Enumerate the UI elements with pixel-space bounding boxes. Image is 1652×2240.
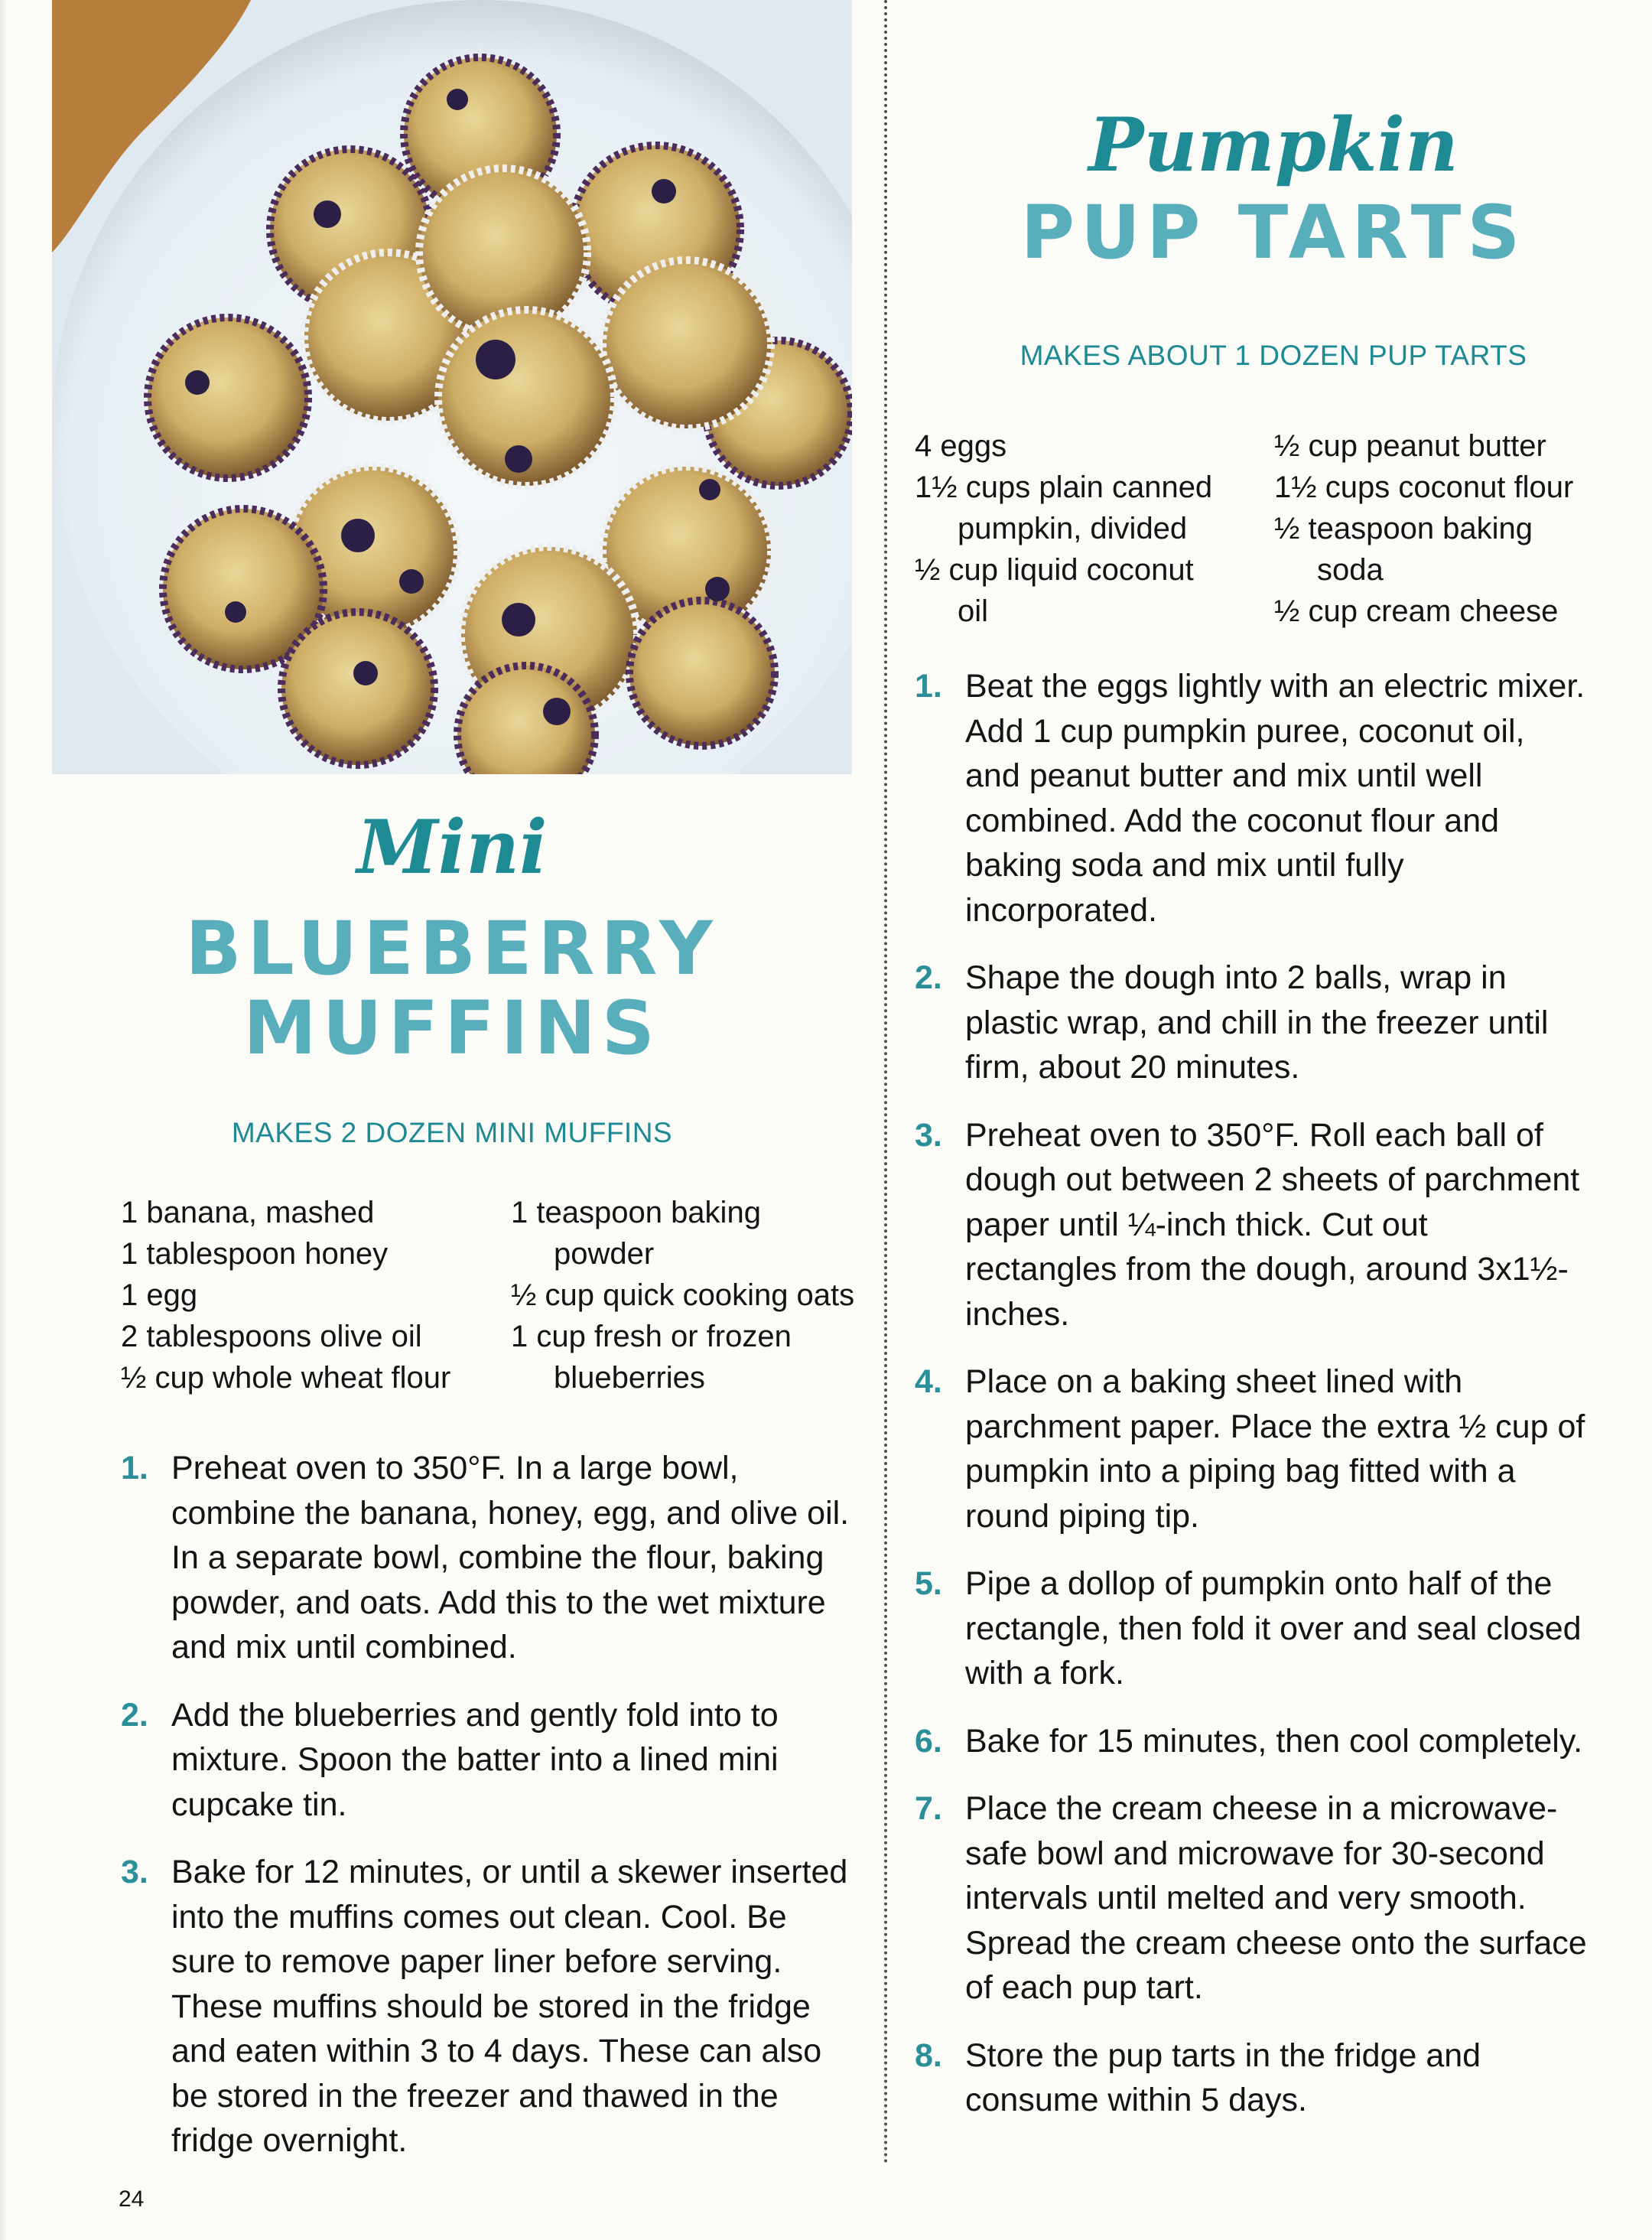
step-item [121, 1850, 855, 2163]
ingredient-item: 1 egg [121, 1278, 198, 1312]
muffins-title-script: Mini [356, 804, 548, 890]
ingredient-item: ½ cup cream cheese [1274, 594, 1559, 628]
step-text: Store the pup tarts in the fridge and consume within 5 days. [965, 2037, 1481, 2118]
ingredient-item: 1½ cups coconut flour [1274, 470, 1574, 504]
step-text: Place on a baking sheet lined with parchment paper. Place the extra ½ cup of pumpkin into a piping bag fitted with a round piping tip. [965, 1363, 1585, 1535]
scan-edge [0, 0, 8, 2240]
step-number: 2. [121, 1696, 148, 1734]
step-number: 5. [915, 1565, 942, 1602]
ingredient-item-continued: oil [958, 594, 989, 628]
step-number: 8. [915, 2037, 942, 2074]
muffins-title-line2: MUFFINS [243, 985, 661, 1071]
step-item [915, 1113, 1588, 1337]
column-divider [884, 0, 887, 2165]
ingredient-item: ½ cup quick cooking oats [511, 1278, 855, 1312]
page-number: 24 [119, 2186, 145, 2212]
step-text: Add the blueberries and gently fold into to mixture. Spoon the batter into a lined mini cupcake tin. [171, 1696, 779, 1823]
muffins-photo-illustration [52, 0, 852, 774]
step-text: Beat the eggs lightly with an electric mixer. Add 1 cup pumpkin puree, coconut oil, and peanut butter and mix until well combined. Add the coconut flour and baking soda and mix until fully incorporated. [965, 668, 1585, 929]
ingredient-item-continued: soda [1317, 553, 1384, 587]
step-number: 1. [121, 1450, 148, 1486]
ingredient-item-continued: blueberries [554, 1361, 705, 1395]
muffins-photo [52, 0, 852, 774]
ingredient-item-continued: pumpkin, divided [958, 512, 1188, 545]
step-item [121, 1693, 855, 1828]
step-item [915, 1359, 1588, 1538]
ingredient-item: ½ cup liquid coconut [915, 553, 1194, 587]
step-text: Preheat oven to 350°F. Roll each ball of dough out between 2 sheets of parchment paper until ¼-inch thick. Cut out rectangles from the dough, around 3x1½-inches. [965, 1116, 1580, 1333]
ingredient-item: 1 teaspoon baking [511, 1196, 761, 1229]
muffins-yield: MAKES 2 DOZEN MINI MUFFINS [231, 1117, 673, 1148]
step-item [915, 1786, 1588, 2010]
step-item [915, 2033, 1588, 2123]
step-text: Bake for 15 minutes, then cool completely. [965, 1722, 1583, 1760]
tarts-title-caps: PUP TARTS [1020, 190, 1527, 275]
ingredient-item: 1 tablespoon honey [121, 1237, 389, 1271]
step-number: 1. [915, 668, 942, 705]
step-item [915, 956, 1588, 1090]
tarts-ingredients-col2 [1274, 425, 1573, 632]
tarts-title-script: Pumpkin [1088, 102, 1459, 188]
tarts-steps [915, 664, 1588, 2146]
ingredient-item: ½ cup whole wheat flour [121, 1361, 451, 1395]
step-text: Preheat oven to 350°F. In a large bowl, combine the banana, honey, egg, and olive oil. In a separate bowl, combine the flour, baking powder, and oats. Add this to the wet mixture and mix until combined. [171, 1450, 850, 1665]
step-number: 6. [915, 1722, 942, 1760]
ingredient-item: 1½ cups plain canned [915, 470, 1213, 504]
muffins-title-line1: BLUEBERRY [185, 906, 719, 991]
ingredient-item: ½ teaspoon baking [1274, 512, 1533, 545]
step-number: 7. [915, 1790, 942, 1827]
step-text: Place the cream cheese in a microwave-safe bowl and microwave for 30-second intervals until melted and very smooth. Spread the cream cheese onto the surface of each pup tart. [965, 1790, 1587, 2006]
ingredient-item: ½ cup peanut butter [1274, 429, 1546, 463]
tarts-yield: MAKES ABOUT 1 DOZEN PUP TARTS [1019, 340, 1527, 371]
ingredient-item: 4 eggs [915, 429, 1007, 463]
muffins-ingredients-col2 [511, 1192, 854, 1398]
muffins-ingredients-col1 [121, 1192, 450, 1398]
step-item [915, 1561, 1588, 1696]
step-item [915, 1719, 1588, 1764]
ingredient-item: 1 banana, mashed [121, 1196, 375, 1229]
step-number: 2. [915, 959, 942, 996]
step-text: Pipe a dollop of pumpkin onto half of the rectangle, then fold it over and seal closed with a fork. [965, 1565, 1582, 1691]
step-text: Bake for 12 minutes, or until a skewer inserted into the muffins comes out clean. Cool. Be sure to remove paper liner before serving. These muffins should be stored in the fridge and eaten within 3 to 4 days. These can also be stored in the freezer and thawed in the fridge overnight. [171, 1854, 848, 2159]
step-number: 3. [121, 1854, 148, 1890]
step-number: 4. [915, 1363, 942, 1400]
ingredient-item-continued: powder [554, 1237, 655, 1271]
step-item [121, 1446, 855, 1670]
step-item [915, 664, 1588, 933]
step-number: 3. [915, 1116, 942, 1154]
muffins-steps [121, 1446, 855, 2186]
ingredient-item: 1 cup fresh or frozen [511, 1320, 792, 1353]
tarts-ingredients-col1 [915, 425, 1212, 632]
step-text: Shape the dough into 2 balls, wrap in plastic wrap, and chill in the freezer until firm, about 20 minutes. [965, 959, 1549, 1086]
ingredient-item: 2 tablespoons olive oil [121, 1320, 422, 1353]
